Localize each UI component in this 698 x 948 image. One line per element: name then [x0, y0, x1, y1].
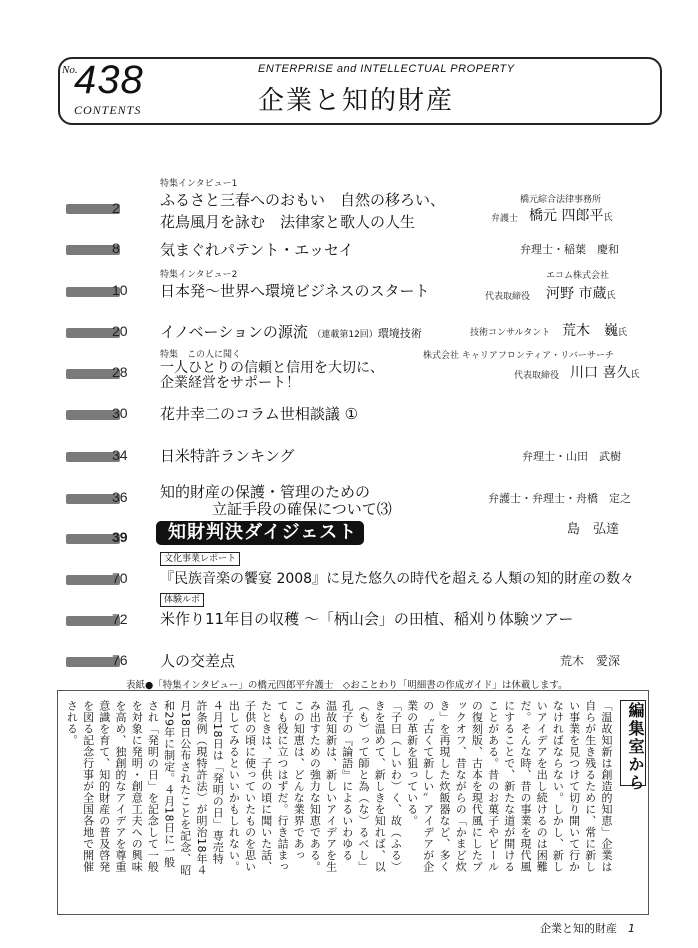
editorial-column: ことがある。昔のお菓子やビール [486, 700, 500, 873]
entry-author: 荒木 愛深 [560, 654, 621, 668]
editorial-column: きを温めて、新しきを知れば、以 [373, 700, 387, 873]
page-number: 72 [112, 611, 128, 627]
entry-title: 日本発〜世界へ環境ビジネスのスタート [160, 282, 430, 300]
magazine-subtitle: ENTERPRISE and INTELLECTUAL PROPERTY [258, 63, 515, 75]
entry-name: 川口 喜久氏 [570, 365, 640, 381]
magazine-title: 企業と知的財産 [258, 86, 455, 116]
editorial-column: ても役に立つはずだ。行き詰まっ [276, 700, 289, 873]
issue-no-label: No. [62, 64, 78, 76]
entry-title: 気まぐれパテント・エッセイ [160, 241, 354, 259]
entry-title: 花井幸二のコラム世相談議 ① [160, 405, 359, 423]
page-number: 8 [112, 240, 120, 256]
entry-title-line2: 花鳥風月を詠む 法律家と歌人の人生 [160, 213, 416, 231]
page-number: 39 [112, 529, 128, 545]
editorial-column: され「発明の日」を記念して一般 [146, 700, 160, 873]
issue-number: 438 [74, 58, 144, 102]
entry-title: 人の交差点 [160, 652, 236, 670]
editorial-column: き」を再現した炊飯器など、多く [438, 700, 451, 873]
editorial-column: 業の革新を狙っている。 [405, 700, 419, 827]
editorial-column: 意識を育て、知的財産の普及啓発 [97, 700, 111, 873]
editorial-column: の復刻版、古本を現代風にしたブ [470, 700, 484, 873]
editorial-column: される。 [65, 700, 79, 746]
page-number: 30 [112, 405, 128, 421]
editorial-column: 月18日公布されたことを記念、昭 [178, 700, 192, 876]
highlight-title-box: 知財判決ダイジェスト [156, 521, 364, 545]
entry-name: 河野 市蔵氏 [546, 286, 616, 302]
entry-title: 米作り11年目の収穫 〜「柄山会」の田植、稲刈り体験ツアー [160, 610, 574, 628]
editorial-column: 孔子の『論語』によるいわゆる [340, 700, 354, 861]
page-number: 70 [112, 570, 128, 586]
editorial-column: たときは、子供の頃に聞いた話、 [259, 700, 273, 873]
entry-role: 代表取締役 [514, 371, 560, 381]
page-number: 34 [112, 447, 128, 463]
entry-organization: 橋元綜合法律事務所 [520, 195, 602, 205]
editorial-column: 子供の頃に使っていたものを思い [243, 700, 257, 873]
page-number: 36 [112, 489, 128, 505]
editorial-column: （も）って師と為（な）るべし」 [357, 700, 370, 873]
editorial-column: 許条例（現特許法）が明治18年４ [195, 700, 208, 876]
page-number: 20 [112, 323, 128, 339]
entry-title-line1: 知的財産の保護・管理のための [160, 483, 371, 501]
entry-title-line1: 一人ひとりの信頼と信用を大切に、 [160, 360, 384, 376]
entry-title: 『民族音楽の饗宴 2008』に見た悠久の時代を超える人類の知的財産の数々 [160, 571, 635, 587]
page-footer: 企業と知的財産 1 [540, 922, 635, 935]
entry-author: 弁理士・稲葉 慶和 [520, 243, 619, 256]
editorial-column: の〝古くて新しい〟アイデアが企 [421, 700, 435, 873]
page-number: 28 [112, 364, 128, 380]
entry-name: 荒木 巍氏 [562, 323, 628, 339]
entry-role: 技術コンサルタント [470, 328, 551, 338]
entry-author: 弁理士・山田 武樹 [522, 450, 621, 463]
contents-label: CONTENTS [74, 103, 142, 117]
entry-organization: エコム株式会社 [546, 271, 610, 281]
editorial-column: を高め、独創的なアイデアを尊重 [114, 700, 127, 873]
entry-title-line1: ふるさと三春へのおもい 自然の移ろい、 [160, 191, 446, 209]
entry-author: 弁護士・弁理士・舟橋 定之 [488, 492, 631, 505]
entry-kicker: 特集インタビュー1 [160, 179, 238, 189]
editorial-column: この知恵は、どんな業界であっ [292, 700, 306, 861]
editorial-column: にすることで、新たな道が開ける [502, 700, 516, 873]
editorial-column: 「子曰（しいわ）く、故（ふる） [389, 700, 403, 873]
editorial-heading: 編集室から [626, 702, 645, 792]
editorial-column: み出すための強力な知恵である。 [308, 700, 322, 873]
entry-kicker: 特集インタビュー2 [160, 270, 238, 280]
page-number: 2 [112, 200, 120, 216]
editorial-column: を図る記念行事が全国各地で開催 [81, 700, 95, 873]
page-number: 76 [112, 652, 128, 668]
entry-organization: 株式会社 キャリアフロンティア・リバーサーチ [423, 351, 614, 361]
editorial-column: いアイデアを出し続けるのは困難 [535, 700, 549, 873]
editorial-column: ックオフ、昔ながらの「かまど炊 [454, 700, 468, 873]
entry-author-2: 島 弘達 [567, 522, 620, 537]
entry-title-line2: 企業経営をサポート！ [160, 375, 300, 391]
category-tag: 体験ルポ [160, 593, 204, 607]
entry-name: 橋元 四郎平氏 [529, 208, 613, 224]
editorial-column: 「温故知新は創造的知恵」企業は [600, 700, 613, 873]
editorial-column: 温故知新は、新しいアイデアを生 [324, 700, 338, 873]
editorial-column: なければならない。しかし、新し [551, 700, 565, 873]
editorial-column: い事業を見つけて切り開いて行か [567, 700, 581, 873]
entry-role: 代表取締役 [485, 292, 531, 302]
entry-title-line2: 立証手段の確保について⑶ [212, 500, 392, 518]
entry-role: 弁護士 [491, 214, 519, 224]
entry-title: イノベーションの源流 （連載第12回）環境技術 [160, 323, 422, 341]
category-tag: 文化事業レポート [160, 552, 240, 566]
editorial-column: だ。そんな時、昔の事業を現代風 [519, 700, 532, 873]
entry-kicker: 特集 この人に聞く [160, 350, 242, 360]
editorial-column: 和29年に制定。４月18日に一般 [162, 700, 176, 868]
editorial-column: を対象に発明・創意工夫への興味 [130, 700, 144, 873]
cover-note: 表紙●「特集インタビュー」の橋元四郎平弁護士 ◇おことわり「明細書の作成ガイド」は休載します。 [126, 680, 568, 691]
editorial-column: 自らが生き残るために、常に新し [583, 700, 597, 873]
page-number: 10 [112, 282, 128, 298]
editorial-column: 出してみるといいかもしれない。 [227, 700, 241, 873]
entry-title: 日米特許ランキング [160, 447, 295, 465]
editorial-column: ４月18日は「発明の日」専売特 [211, 700, 225, 865]
